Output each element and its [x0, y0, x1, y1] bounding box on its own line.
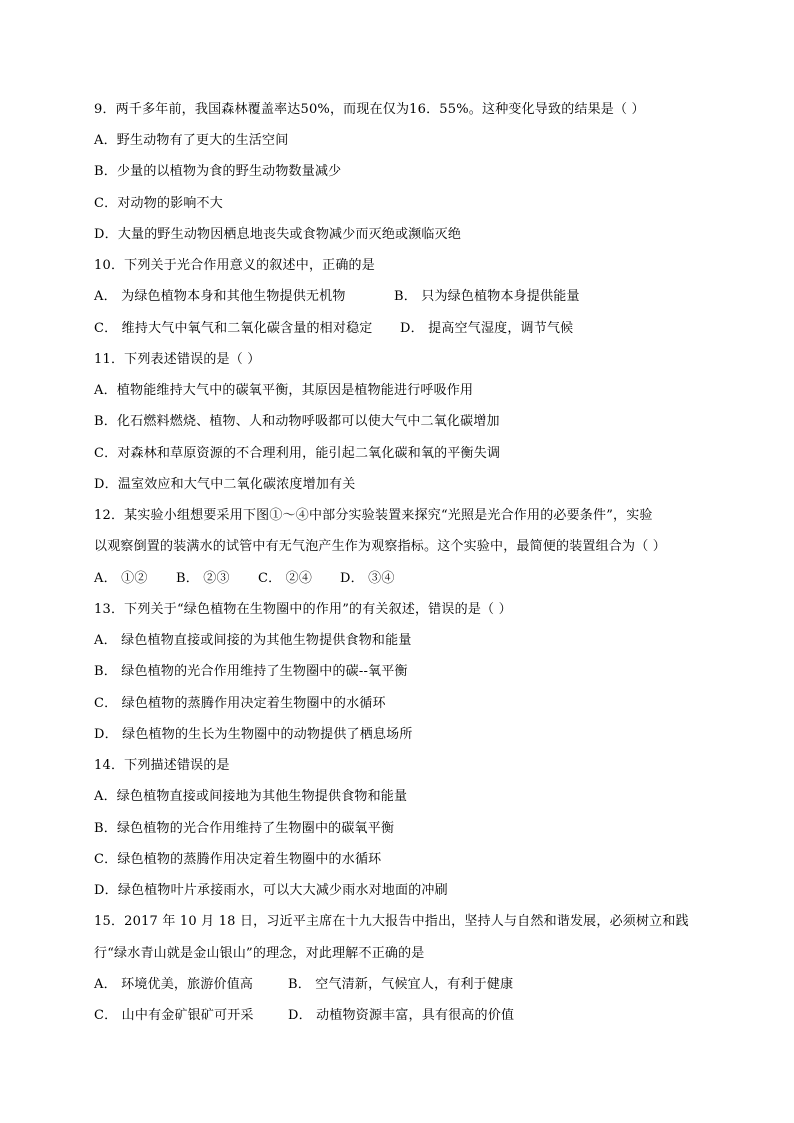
- question-9-option-a: A．野生动物有了更大的生活空间: [94, 133, 289, 148]
- question-12-stem-line-1: 12．某实验小组想要采用下图①～④中部分实验装置来探究“光照是光合作用的必要条件”，实验: [94, 508, 653, 523]
- question-10-option-b: B． 只为绿色植物本身提供能量: [394, 289, 580, 304]
- question-11-stem: 11．下列表述错误的是（ ）: [94, 352, 261, 367]
- question-10-stem: 10．下列关于光合作用意义的叙述中，正确的是: [94, 258, 375, 273]
- question-13-option-d: D． 绿色植物的生长为生物圈中的动物提供了栖息场所: [94, 727, 413, 742]
- question-15-options-row-1: [94, 977, 708, 993]
- question-14-option-d: D．绿色植物叶片承接雨水，可以大大减少雨水对地面的冲刷: [94, 883, 448, 898]
- question-12-options-row: [94, 571, 708, 587]
- question-15-stem-line-2: 行“绿水青山就是金山银山”的理念，对此理解不正确的是: [94, 946, 425, 961]
- question-13-option-c: C． 绿色植物的蒸腾作用决定着生物圈中的水循环: [94, 696, 386, 711]
- question-12-option-d: D． ③④: [340, 571, 395, 586]
- question-11-option-a: A．植物能维持大气中的碳氧平衡，其原因是植物能进行呼吸作用: [94, 383, 474, 398]
- question-11-option-c: C．对森林和草原资源的不合理利用，能引起二氧化碳和氧的平衡失调: [94, 446, 501, 461]
- question-9-option-d: D．大量的野生动物因栖息地丧失或食物减少而灭绝或濒临灭绝: [94, 227, 462, 242]
- question-15-options-row-2: [94, 1008, 708, 1024]
- question-10-option-c: C． 维持大气中氧气和二氧化碳含量的相对稳定: [94, 321, 373, 336]
- question-14-option-c: C．绿色植物的蒸腾作用决定着生物圈中的水循环: [94, 852, 382, 867]
- question-13-option-b: B． 绿色植物的光合作用维持了生物圈中的碳--氧平衡: [94, 664, 408, 679]
- question-15-stem-line-1: 15．2017 年 10 月 18 日，习近平主席在十九大报告中指出，坚持人与自然和谐发展，必须树立和践: [94, 914, 689, 929]
- question-15-option-a: A． 环境优美，旅游价值高: [94, 977, 254, 992]
- question-15-option-b: B． 空气清新，气候宜人，有利于健康: [288, 977, 514, 992]
- question-14-stem: 14．下列描述错误的是: [94, 758, 230, 773]
- question-12-option-c: C． ②④: [258, 571, 313, 586]
- question-15-option-c: C． 山中有金矿银矿可开采: [94, 1008, 254, 1023]
- question-14-option-b: B．绿色植物的光合作用维持了生物圈中的碳氧平衡: [94, 821, 395, 836]
- question-10-option-d: D． 提高空气湿度，调节气候: [400, 321, 574, 336]
- question-12-option-a: A． ①②: [94, 571, 148, 586]
- question-9-option-c: C．对动物的影响不大: [94, 196, 223, 211]
- question-13-stem: 13．下列关于“绿色植物在生物圈中的作用”的有关叙述，错误的是（ ）: [94, 602, 512, 617]
- question-14-option-a: A．绿色植物直接或间接地为其他生物提供食物和能量: [94, 789, 408, 804]
- question-10-option-a: A． 为绿色植物本身和其他生物提供无机物: [94, 289, 346, 304]
- question-10-options-row-1: [94, 289, 708, 305]
- question-10-options-row-2: [94, 321, 708, 337]
- question-15-option-d: D． 动植物资源丰富，具有很高的价值: [288, 1008, 515, 1023]
- question-9-stem: 9．两千多年前，我国森林覆盖率达50%，而现在仅为16．55%。这种变化导致的结果是（ ）: [94, 102, 645, 117]
- question-12-stem-line-2: 以观察倒置的装满水的试管中有无气泡产生作为观察指标。这个实验中，最简便的装置组合为（ ）: [94, 539, 666, 554]
- question-13-option-a: A． 绿色植物直接或间接的为其他生物提供食物和能量: [94, 633, 412, 648]
- question-11-option-b: B．化石燃料燃烧、植物、人和动物呼吸都可以使大气中二氧化碳增加: [94, 414, 500, 429]
- question-11-option-d: D．温室效应和大气中二氧化碳浓度增加有关: [94, 477, 356, 492]
- question-9-option-b: B．少量的以植物为食的野生动物数量减少: [94, 164, 342, 179]
- question-12-option-b: B． ②③: [176, 571, 230, 586]
